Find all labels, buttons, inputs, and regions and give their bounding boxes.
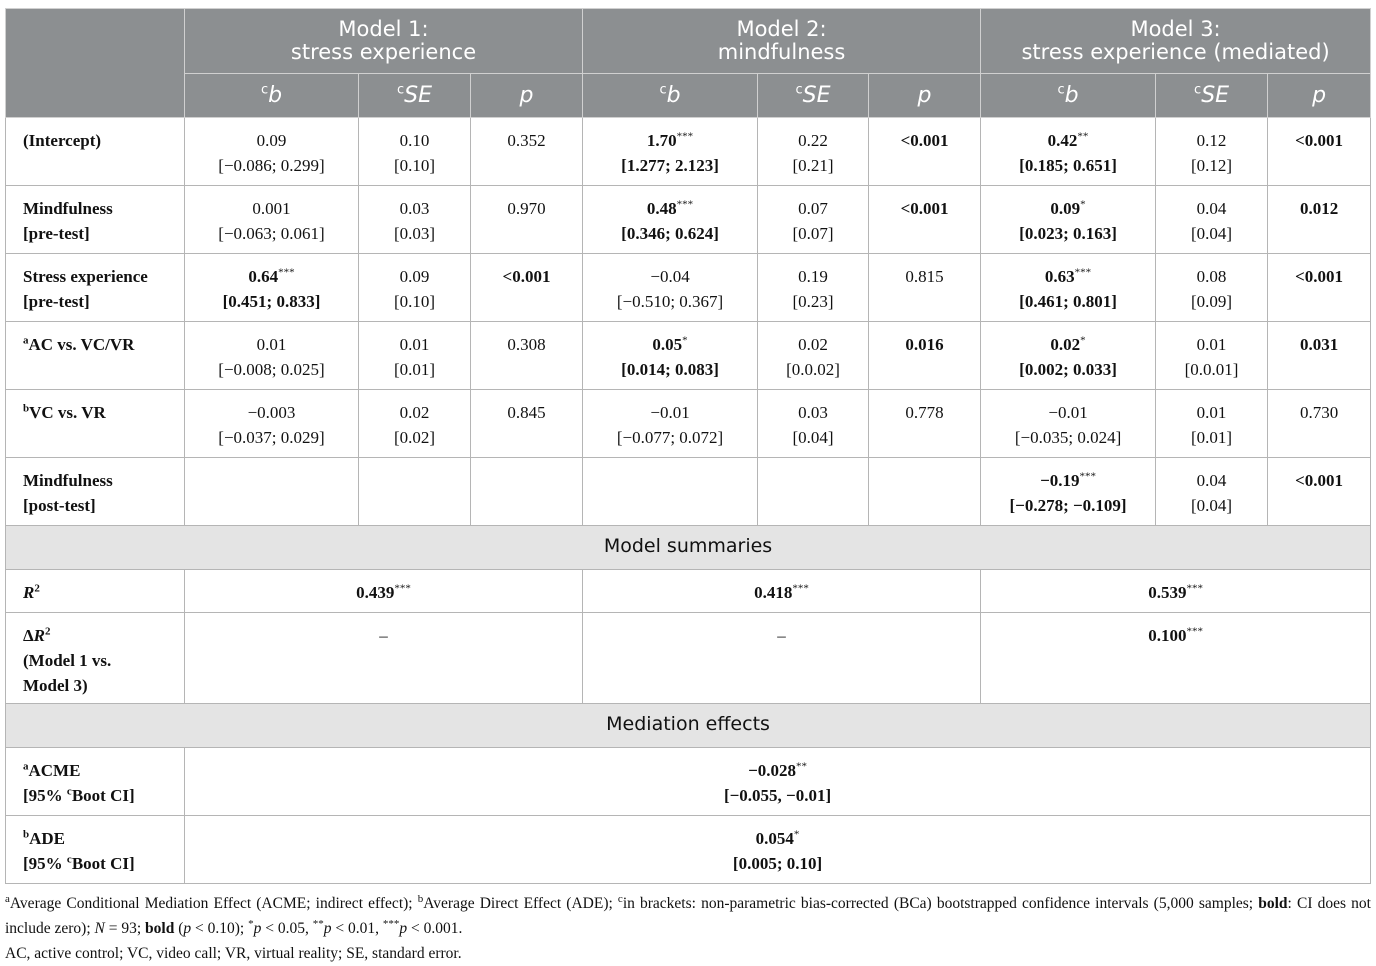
mediation-label-text: ACME <box>28 761 81 780</box>
summary-value <box>185 570 583 613</box>
significance-stars: *** <box>676 130 694 143</box>
se-boot: [0.07] <box>792 224 834 243</box>
corner-cell <box>6 9 185 118</box>
confidence-interval <box>185 425 358 450</box>
model-subtitle: mindfulness <box>717 40 846 64</box>
coef-cell <box>981 254 1156 322</box>
significance-stars: *** <box>278 266 295 279</box>
ci-text: [0.005; 0.10] <box>732 854 823 873</box>
coef-cell <box>981 458 1156 526</box>
se-boot: [0.10] <box>393 156 436 175</box>
se-value: 0.01 <box>1196 335 1227 354</box>
summary-label <box>6 570 185 613</box>
coef-number: 1.70 <box>646 131 677 150</box>
results-table <box>5 8 1371 884</box>
superscript: c <box>66 785 72 798</box>
significance-stars: *** <box>394 582 411 595</box>
effect-number: 0.054 <box>755 829 794 848</box>
se-cell <box>758 322 869 390</box>
table-row <box>6 186 1371 254</box>
se-boot: [0.02] <box>393 428 436 447</box>
ci-text: [1.277; 2.123] <box>621 156 719 175</box>
model-3-header <box>981 9 1371 74</box>
confidence-interval <box>185 783 1370 808</box>
model-subtitle: stress experience (mediated) <box>1021 40 1330 64</box>
mediation-row <box>6 816 1371 884</box>
coef-number: −0.19 <box>1040 471 1080 490</box>
row-label-sub: [post-test] <box>23 496 96 515</box>
row-label <box>6 254 185 322</box>
p-value: <0.001 <box>1295 471 1344 490</box>
se-cell <box>758 390 869 458</box>
mediation-label-text: ADE <box>29 829 66 848</box>
confidence-interval <box>981 289 1155 314</box>
model-title: Model 1: <box>338 17 429 41</box>
se-cell <box>1156 254 1268 322</box>
coef-number: 0.64 <box>248 267 279 286</box>
superscript: a <box>23 760 29 773</box>
se-boot: [0.01] <box>393 360 436 379</box>
p-value: 0.016 <box>905 335 944 354</box>
significance-stars: *** <box>676 198 694 211</box>
p-cell <box>1268 186 1371 254</box>
row-label <box>6 118 185 186</box>
mediation-value <box>185 816 1371 884</box>
coef-value <box>185 128 358 153</box>
p-cell <box>1268 390 1371 458</box>
mediation-label <box>6 748 185 816</box>
p-value: <0.001 <box>900 199 949 218</box>
row-label-sub: [pre-test] <box>23 224 90 243</box>
model-summaries-row <box>6 526 1371 570</box>
ci-text: [0.023; 0.163] <box>1019 224 1117 243</box>
coef-cell <box>981 118 1156 186</box>
coef-cell <box>583 458 758 526</box>
significance-stars: *** <box>1074 266 1092 279</box>
superscript: c <box>260 82 269 98</box>
significance-stars: ** <box>796 760 807 773</box>
coef-value <box>583 264 757 289</box>
confidence-interval <box>583 425 757 450</box>
p-value: 0.352 <box>507 131 546 150</box>
coef-number: −0.01 <box>1048 403 1088 422</box>
se-boot: [0.23] <box>792 292 834 311</box>
coef-value <box>583 332 757 357</box>
coef-value <box>981 468 1155 493</box>
se-value: 0.07 <box>798 199 828 218</box>
p-cell <box>869 186 981 254</box>
row-label-text: AC vs. VC/VR <box>28 335 135 354</box>
effect-value <box>185 826 1370 851</box>
col-header-se <box>359 74 471 118</box>
summary-number: – <box>379 626 388 645</box>
p-cell <box>471 458 583 526</box>
confidence-interval <box>185 851 1370 876</box>
summary-number: 0.418 <box>754 583 793 602</box>
r-symbol: R <box>23 583 35 602</box>
coef-number: 0.63 <box>1044 267 1075 286</box>
confidence-interval <box>583 153 757 178</box>
row-label <box>6 390 185 458</box>
mediation-label-sub: [95% <box>23 854 67 873</box>
r-symbol: R <box>33 626 46 645</box>
significance-stars: *** <box>1186 625 1203 638</box>
ci-text: [0.461; 0.801] <box>1019 292 1117 311</box>
confidence-interval <box>185 357 358 382</box>
se-value: 0.04 <box>1196 471 1227 490</box>
p-value: 0.970 <box>507 199 546 218</box>
significance-stars: *** <box>792 582 809 595</box>
superscript: c <box>396 82 405 98</box>
p-cell <box>471 322 583 390</box>
summary-number: 0.539 <box>1148 583 1187 602</box>
mediation-label-sub: Boot CI] <box>71 854 135 873</box>
ci-text: [−0.278; −0.109] <box>1009 496 1127 515</box>
p-value: 0.031 <box>1299 335 1339 354</box>
ci-text: [0.346; 0.624] <box>621 224 719 243</box>
se-cell <box>758 118 869 186</box>
se-cell <box>758 186 869 254</box>
superscript: b <box>23 828 30 841</box>
se-cell <box>758 458 869 526</box>
coef-cell <box>583 254 758 322</box>
significance-stars: *** <box>1079 470 1097 483</box>
table-row <box>6 118 1371 186</box>
table-footnote: $^a$Average Conditional Mediation Effect (ACME; indirect effect); $^b$Average Direct Effect (ADE); $^c$in brackets: non-parametric bias-corrected (BCa) bootstrapped confidence intervals (5,000 samples; bold: CI does not include zero); N = 93; bold (p < 0.10); *p < 0.05, **p < 0.01, ***p < 0.001. AC, active control; VC, video call; VR, virtual reality; SE, standard error. <box>5 892 1371 962</box>
coef-value <box>981 332 1155 357</box>
se-cell <box>1156 322 1268 390</box>
mediation-label <box>6 816 185 884</box>
superscript: b <box>23 402 30 415</box>
stat-header-row <box>6 74 1371 118</box>
summary-value <box>583 570 981 613</box>
mediation-label-sub: [95% <box>23 786 67 805</box>
coef-number: 0.42 <box>1047 131 1078 150</box>
coef-cell <box>583 186 758 254</box>
coef-number: 0.01 <box>256 335 287 354</box>
se-cell <box>359 390 471 458</box>
se-value: 0.04 <box>1196 199 1227 218</box>
model-summaries-heading: Model summaries <box>6 526 1371 570</box>
superscript: c <box>659 82 667 98</box>
p-cell <box>869 118 981 186</box>
row-label <box>6 186 185 254</box>
p-value: 0.730 <box>1299 403 1339 422</box>
p-cell <box>1268 322 1371 390</box>
row-label <box>6 458 185 526</box>
model-header-row <box>6 9 1371 74</box>
p-cell <box>471 390 583 458</box>
p-cell <box>869 458 981 526</box>
ci-text: [−0.510; 0.367] <box>616 292 724 311</box>
se-boot: [0.0.02] <box>786 360 840 379</box>
summary-value <box>981 570 1371 613</box>
p-value: 0.308 <box>507 335 546 354</box>
col-header-se <box>1156 74 1268 118</box>
col-header-label: p <box>917 83 932 108</box>
mediation-row <box>6 748 1371 816</box>
se-boot: [0.03] <box>393 224 436 243</box>
p-value: <0.001 <box>1295 267 1344 286</box>
se-value: 0.09 <box>399 267 430 286</box>
summary-number: 0.100 <box>1148 626 1187 645</box>
se-value: 0.22 <box>798 131 828 150</box>
confidence-interval <box>583 289 757 314</box>
significance-stars: * <box>682 334 688 347</box>
row-label-text: Stress experience <box>23 267 148 286</box>
se-value: 0.12 <box>1196 131 1227 150</box>
se-value: 0.19 <box>798 267 828 286</box>
coef-value <box>981 128 1155 153</box>
delta-symbol: Δ <box>23 626 34 645</box>
summary-value <box>981 613 1371 704</box>
se-boot: [0.12] <box>1191 156 1233 175</box>
col-header-label: SE <box>404 83 433 108</box>
col-header-p <box>869 74 981 118</box>
p-value: 0.778 <box>905 403 944 422</box>
p-value: 0.012 <box>1299 199 1339 218</box>
col-header-label: b <box>666 83 681 108</box>
col-header-b <box>583 74 758 118</box>
p-cell <box>471 186 583 254</box>
summary-value <box>185 613 583 704</box>
superscript: c <box>66 853 72 866</box>
summary-number: – <box>777 626 786 645</box>
coef-value <box>981 400 1155 425</box>
se-value: 0.10 <box>399 131 430 150</box>
ci-text: [0.002; 0.033] <box>1019 360 1117 379</box>
se-boot: [0.04] <box>792 428 834 447</box>
p-cell <box>471 118 583 186</box>
ci-text: [−0.086; 0.299] <box>218 156 325 175</box>
coef-value <box>185 196 358 221</box>
summary-row-r2 <box>6 570 1371 613</box>
col-header-p <box>471 74 583 118</box>
col-header-label: p <box>1312 83 1327 108</box>
coef-value <box>583 196 757 221</box>
row-label <box>6 322 185 390</box>
se-value: 0.01 <box>399 335 430 354</box>
p-value: 0.845 <box>507 403 546 422</box>
se-cell <box>758 254 869 322</box>
se-boot: [0.09] <box>1191 292 1233 311</box>
ci-text: [0.014; 0.083] <box>621 360 719 379</box>
coef-cell <box>185 390 359 458</box>
col-header-b <box>185 74 359 118</box>
coef-number: 0.001 <box>252 199 291 218</box>
se-boot: [0.01] <box>1191 428 1233 447</box>
coef-number: −0.04 <box>650 267 690 286</box>
table-row <box>6 390 1371 458</box>
se-cell <box>1156 458 1268 526</box>
p-value: <0.001 <box>502 267 551 286</box>
coef-value <box>185 332 358 357</box>
superscript: a <box>23 334 29 347</box>
significance-stars: * <box>1080 198 1086 211</box>
summary-value <box>583 613 981 704</box>
col-header-label: p <box>519 83 534 108</box>
coef-number: 0.02 <box>1050 335 1081 354</box>
superscript: 2 <box>34 582 40 595</box>
col-header-se <box>758 74 869 118</box>
se-cell <box>359 254 471 322</box>
p-cell <box>471 254 583 322</box>
se-cell <box>1156 186 1268 254</box>
se-boot: [0.10] <box>393 292 436 311</box>
se-cell <box>1156 118 1268 186</box>
summary-number: 0.439 <box>356 583 395 602</box>
coef-cell <box>185 458 359 526</box>
col-header-label: SE <box>802 83 831 108</box>
confidence-interval <box>185 221 358 246</box>
coef-number: 0.48 <box>646 199 677 218</box>
coef-number: −0.01 <box>650 403 690 422</box>
se-boot: [0.04] <box>1191 224 1233 243</box>
significance-stars: ** <box>1077 130 1089 143</box>
col-header-label: SE <box>1201 83 1230 108</box>
se-boot: [0.0.01] <box>1184 360 1239 379</box>
col-header-p <box>1268 74 1371 118</box>
effect-value <box>185 758 1370 783</box>
row-label-sub: [pre-test] <box>23 292 90 311</box>
p-value: 0.815 <box>905 267 944 286</box>
p-cell <box>869 390 981 458</box>
table-row <box>6 458 1371 526</box>
coef-value <box>583 128 757 153</box>
se-cell <box>359 322 471 390</box>
p-value: <0.001 <box>900 131 949 150</box>
model-title: Model 2: <box>736 17 827 41</box>
table-row <box>6 254 1371 322</box>
row-label-text: Mindfulness <box>23 199 113 218</box>
confidence-interval <box>185 289 358 314</box>
se-cell <box>359 458 471 526</box>
model-1-header <box>185 9 583 74</box>
se-value: 0.08 <box>1196 267 1227 286</box>
mediation-label-sub: Boot CI] <box>71 786 135 805</box>
summary-label <box>6 613 185 704</box>
row-label-text: Mindfulness <box>23 471 113 490</box>
row-label-text: VC vs. VR <box>29 403 106 422</box>
se-cell <box>1156 390 1268 458</box>
significance-stars: * <box>1080 334 1086 347</box>
significance-stars: * <box>793 828 800 841</box>
ci-text: [0.185; 0.651] <box>1019 156 1117 175</box>
row-label-text: (Intercept) <box>23 131 102 150</box>
model-title: Model 3: <box>1130 17 1221 41</box>
coef-cell <box>583 118 758 186</box>
coef-cell <box>583 390 758 458</box>
se-value: 0.02 <box>798 335 828 354</box>
col-header-label: b <box>1064 83 1079 108</box>
coef-number: −0.003 <box>247 403 296 422</box>
mediation-effects-heading: Mediation effects <box>6 704 1371 748</box>
mediation-effects-row <box>6 704 1371 748</box>
p-value: <0.001 <box>1295 131 1344 150</box>
ci-text: [−0.037; 0.029] <box>218 428 325 447</box>
confidence-interval <box>583 221 757 246</box>
coef-cell <box>185 186 359 254</box>
summary-label-sub: (Model 1 vs. <box>23 651 112 670</box>
confidence-interval <box>583 357 757 382</box>
table-row <box>6 322 1371 390</box>
superscript: c <box>1057 82 1065 98</box>
col-header-label: b <box>268 83 283 108</box>
ci-text: [−0.008; 0.025] <box>218 360 325 379</box>
coef-cell <box>185 254 359 322</box>
se-boot: [0.04] <box>1191 496 1233 515</box>
summary-row-dr2 <box>6 613 1371 704</box>
coef-value <box>981 264 1155 289</box>
coef-value <box>185 264 358 289</box>
p-cell <box>1268 254 1371 322</box>
superscript: c <box>795 82 803 98</box>
coef-cell <box>185 118 359 186</box>
mediation-value <box>185 748 1371 816</box>
se-cell <box>359 118 471 186</box>
model-subtitle: stress experience <box>290 40 477 64</box>
confidence-interval <box>185 153 358 178</box>
coef-number: 0.09 <box>256 131 287 150</box>
coef-value <box>185 400 358 425</box>
se-value: 0.03 <box>798 403 828 422</box>
se-value: 0.02 <box>399 403 430 422</box>
ci-text: [0.451; 0.833] <box>222 292 321 311</box>
coef-number: 0.05 <box>652 335 683 354</box>
ci-text: [−0.055, −0.01] <box>723 786 832 805</box>
coef-cell <box>185 322 359 390</box>
coef-cell <box>981 186 1156 254</box>
confidence-interval <box>981 357 1155 382</box>
ci-text: [−0.063; 0.061] <box>218 224 325 243</box>
p-cell <box>869 254 981 322</box>
confidence-interval <box>981 221 1155 246</box>
coef-value <box>583 400 757 425</box>
coef-value <box>981 196 1155 221</box>
model-2-header <box>583 9 981 74</box>
summary-label-sub: Model 3) <box>23 676 88 695</box>
se-value: 0.01 <box>1196 403 1227 422</box>
p-cell <box>869 322 981 390</box>
confidence-interval <box>981 425 1155 450</box>
coef-number: 0.09 <box>1050 199 1081 218</box>
effect-number: −0.028 <box>748 761 796 780</box>
col-header-b <box>981 74 1156 118</box>
coef-cell <box>981 322 1156 390</box>
significance-stars: *** <box>1186 582 1203 595</box>
superscript: c <box>1194 82 1202 98</box>
p-cell <box>1268 458 1371 526</box>
ci-text: [−0.035; 0.024] <box>1014 428 1122 447</box>
superscript: 2 <box>45 625 51 638</box>
confidence-interval <box>981 493 1155 518</box>
coef-cell <box>583 322 758 390</box>
se-boot: [0.21] <box>792 156 834 175</box>
se-cell <box>359 186 471 254</box>
ci-text: [−0.077; 0.072] <box>616 428 724 447</box>
se-value: 0.03 <box>399 199 430 218</box>
confidence-interval <box>981 153 1155 178</box>
coef-cell <box>981 390 1156 458</box>
p-cell <box>1268 118 1371 186</box>
